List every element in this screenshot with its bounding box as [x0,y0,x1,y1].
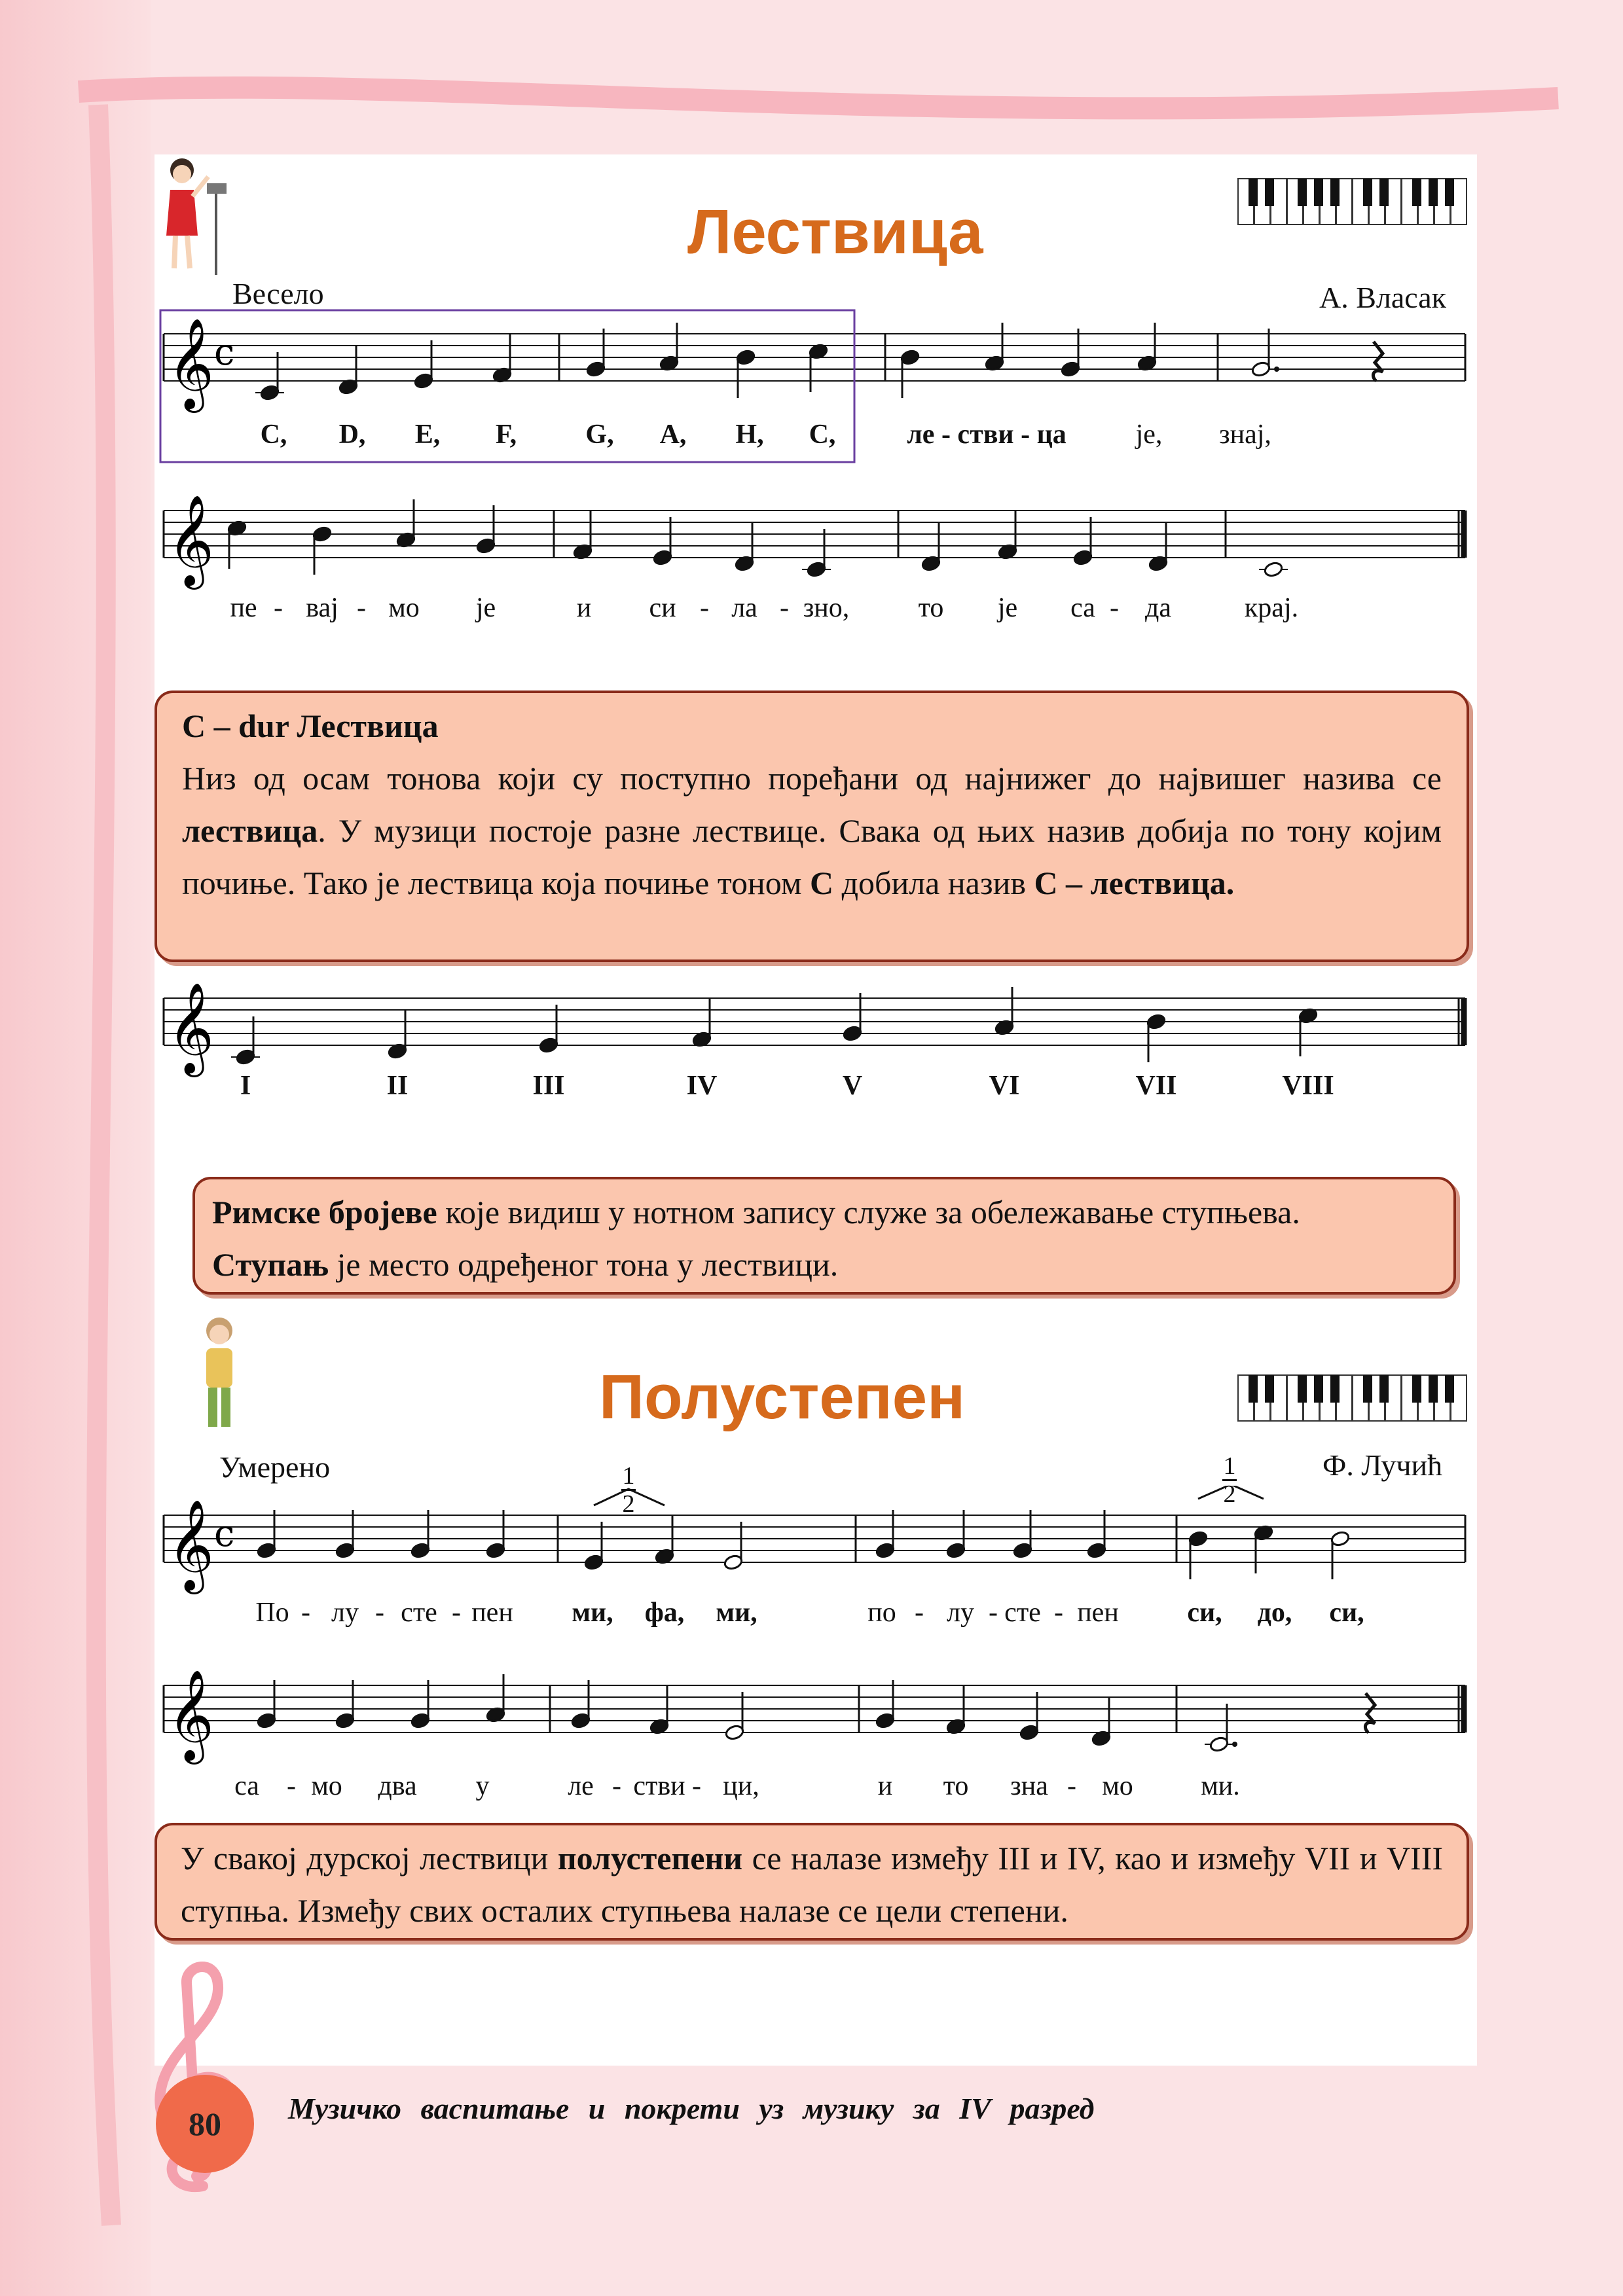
page-number: 80 [156,2075,254,2173]
lyric-syllable: је [997,593,1018,623]
piano-keys-icon [1237,1374,1470,1422]
roman-numeral: VIII [1282,1071,1334,1101]
lyric-syllable: - [915,1598,924,1628]
lyric-syllable: сте [1004,1598,1041,1628]
box-text: У свакој дурској лествици [181,1840,558,1876]
black-key [1363,179,1372,206]
lyric-syllable: - [452,1598,461,1628]
black-key [1445,179,1454,206]
box-text: Низ од осам тонова који су поступно поређани од најнижег до највишег назива се [182,760,1442,797]
half-step-bracket [594,1489,665,1505]
lyric-syllable: крај. [1244,593,1299,623]
lyric-syllable: зна [1010,1771,1048,1801]
dot [1232,1742,1237,1747]
black-key [1379,179,1389,206]
black-key [1379,1375,1389,1403]
lyric-syllable: - [1054,1598,1063,1628]
lyric-syllable: пен [1077,1598,1119,1628]
box-bold: лествица [182,812,318,849]
lyric-syllable: F, [495,420,517,450]
lyric-syllable: са [1070,593,1095,623]
info-box-c-major [155,691,1469,962]
lyric-syllable: ле - стви - ца [907,420,1067,450]
lyric-syllable: и [576,593,592,623]
lyric-syllable: знај, [1219,420,1271,450]
section-title-halfstep: Полустепен [599,1362,966,1432]
lyric-syllable: - [274,593,283,623]
lyric-syllable: лу [947,1598,974,1628]
box-text: добила назив [833,865,1034,901]
composer-name: Ф. Лучић [1322,1448,1443,1482]
lyric-syllable: зно, [803,593,850,623]
lyric-syllable: са [234,1771,259,1801]
roman-numeral: I [240,1071,251,1101]
box-bold: полустепени [557,1840,743,1876]
lyric-syllable: E, [414,420,441,450]
box-bold: C – лествица. [1034,865,1235,901]
roman-numeral: VI [989,1071,1020,1101]
black-key [1363,1375,1372,1403]
lyric-syllable: пе [230,593,257,623]
lyric-syllable: - [375,1598,384,1628]
black-key [1412,179,1421,206]
lyric-syllable: у [475,1771,490,1801]
box-bold: Ступањ [212,1246,329,1283]
lyric-syllable: лу [331,1598,359,1628]
lyric-syllable: до, [1257,1598,1292,1628]
lyric-syllable: - [301,1598,310,1628]
black-key [1314,1375,1323,1403]
black-key [1298,1375,1307,1403]
box-text: . У музици постоје разне лествице. Свака од њих назив добија по тону којим почиње. Тако је лествица која почиње тоном [182,812,1442,901]
info-box-half-steps [155,1823,1469,1941]
note-head [1264,561,1284,578]
black-key [1249,179,1258,206]
box-text: је место одређеног тона у лествици. [329,1246,839,1283]
black-key [1429,179,1438,206]
tempo-marking: Весело [232,277,324,310]
lyric-syllable: - [287,1771,296,1801]
staff-halfstep-line2 [158,1656,1474,1767]
treble-clef: 𝄞 [168,495,214,586]
lyric-syllable: је, [1135,420,1163,450]
tempo-marking: Умерено [219,1450,331,1484]
footer-text: Музичко васпитање и покрети уз музику за IV разред [288,2092,1095,2125]
lyric-syllable: стви [633,1771,685,1801]
lyric-syllable: C, [809,420,836,450]
roman-numeral: III [532,1071,565,1101]
lyric-syllable: мо [1102,1771,1133,1801]
black-key [1445,1375,1454,1403]
treble-clef: 𝄞 [168,1499,214,1590]
lyric-syllable: си [649,593,676,623]
box-heading: C – dur Лествица [182,708,439,744]
staff-halfstep-line1 [158,1486,1474,1597]
black-key [1265,179,1274,206]
lyric-syllable: вај [306,593,338,623]
lyric-syllable: - [1110,593,1119,623]
fraction-numerator: 1 [622,1462,635,1490]
black-key [1429,1375,1438,1403]
lyric-syllable: - [357,593,366,623]
black-key [1330,179,1340,206]
lyric-syllable: - [780,593,789,623]
quarter-rest [1373,342,1383,381]
lyric-syllable: то [943,1771,969,1801]
lyric-syllable: По [255,1598,289,1628]
lyric-syllable: G, [585,420,614,450]
lyric-syllable: ми, [572,1598,613,1628]
lyric-syllable: два [378,1771,417,1801]
dot [1274,367,1279,372]
lyric-syllable: да [1144,593,1172,623]
composer-name: А. Власак [1319,281,1447,314]
lyric-syllable: H, [735,420,764,450]
lyric-syllable: по [867,1598,896,1628]
quarter-rest [1365,1693,1375,1732]
lyric-syllable: је [475,593,496,623]
lyric-syllable: D, [338,420,366,450]
half-step-bracket [1198,1486,1264,1499]
lyric-syllable: ле [568,1771,594,1801]
piano-keys-icon [1237,178,1470,225]
lyric-syllable: A, [659,420,687,450]
lyric-syllable: мо [388,593,420,623]
lyric-syllable: фа, [644,1598,685,1628]
black-key [1314,179,1323,206]
black-key [1298,179,1307,206]
black-key [1265,1375,1274,1403]
roman-numeral: II [386,1071,409,1101]
treble-clef: 𝄞 [168,1670,214,1761]
conductor-figure [156,151,228,281]
box-bold: Римске бројеве [212,1194,437,1230]
section-title-scale: Лествица [687,197,983,267]
black-key [1330,1375,1340,1403]
roman-numeral: V [842,1071,863,1101]
lyric-syllable: ми. [1201,1771,1240,1801]
treble-clef: 𝄞 [168,318,214,409]
fraction-numerator: 1 [1223,1452,1236,1480]
time-signature: c [214,1512,235,1555]
lyric-syllable: - [989,1598,998,1628]
lyric-syllable: и [877,1771,893,1801]
staff-c-major-scale [158,978,1474,1083]
black-key [1412,1375,1421,1403]
roman-numeral: IV [686,1071,718,1101]
box-text: које видиш у нотном запису служе за обележавање ступњева. [437,1194,1300,1230]
lyric-syllable: сте [401,1598,437,1628]
lyric-syllable: C, [260,420,287,450]
lyric-syllable: ци, [723,1771,759,1801]
lyric-syllable: ми, [716,1598,757,1628]
fraction-denominator: 2 [1223,1480,1236,1508]
lyric-syllable: - [612,1771,621,1801]
time-signature: c [214,331,235,374]
lyric-syllable: - [692,1771,701,1801]
box-text: се налазе између III и IV, као и између VII и VIII ступња. Између свих осталих ступњева налазе се цели степени. [181,1840,1444,1929]
lyric-syllable: мо [311,1771,342,1801]
box-bold: C [809,865,834,901]
lyric-syllable: то [918,593,944,623]
lyric-syllable: си, [1187,1598,1222,1628]
black-key [1249,1375,1258,1403]
lyric-syllable: - [1067,1771,1076,1801]
info-box-roman-numerals [192,1177,1456,1295]
roman-numeral: VII [1135,1071,1177,1101]
lyric-syllable: ла [731,593,757,623]
fraction-denominator: 2 [622,1490,635,1518]
boy-figure [190,1312,249,1437]
treble-clef: 𝄞 [168,982,214,1073]
lyric-syllable: пен [471,1598,513,1628]
lyric-syllable: си, [1329,1598,1364,1628]
lyric-syllable: - [700,593,709,623]
